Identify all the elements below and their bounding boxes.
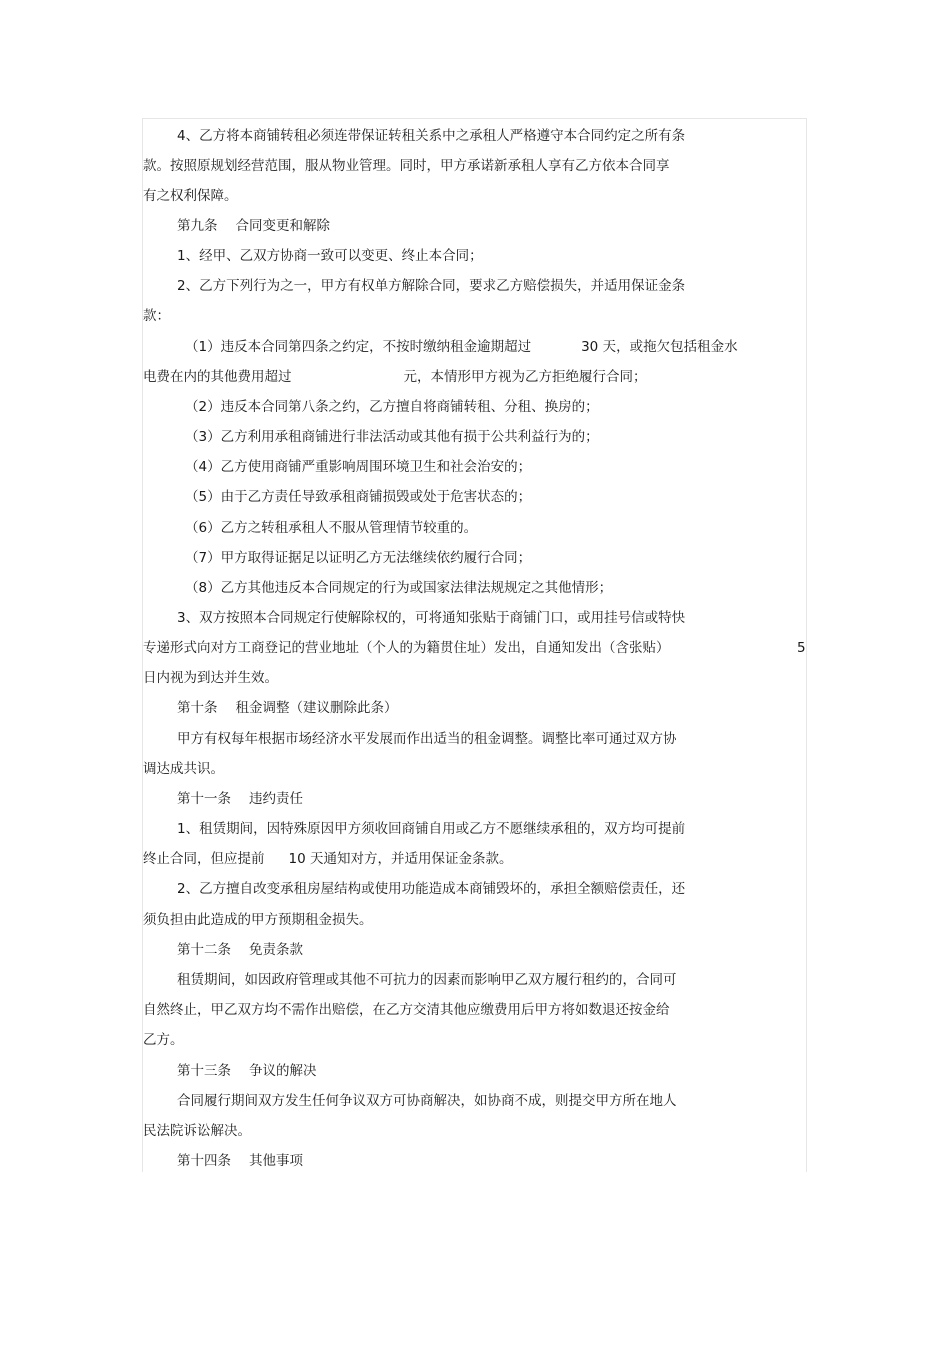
clause-1-line — [143, 368, 647, 386]
paragraph-line: 2、乙方下列行为之一，甲方有权单方解除合同，要求乙方赔偿损失，并适用保证金条 — [177, 278, 686, 294]
paragraph-text: 10 天通知对方，并适用保证金条款。 — [288, 851, 513, 867]
article-title: 其他事项 — [249, 1153, 303, 1169]
article-number: 第十三条 — [177, 1063, 231, 1079]
article-heading-11 — [177, 790, 303, 808]
article-number: 第十四条 — [177, 1153, 231, 1169]
article-heading-14 — [177, 1152, 303, 1170]
clause-text: （1）违反本合同第四条之约定，不按时缴纳租金逾期超过 — [185, 339, 532, 355]
paragraph-line: 自然终止，甲乙双方均不需作出赔偿，在乙方交清其他应缴费用后甲方将如数退还按金给 — [143, 1002, 670, 1018]
paragraph-line: 3、双方按照本合同规定行使解除权的，可将通知张贴于商铺门口，或用挂号信或特快 — [177, 610, 686, 626]
article-title: 租金调整（建议删除此条） — [235, 700, 398, 716]
clause-text: 30 天，或拖欠包括租金水 — [581, 339, 738, 355]
article-heading-12 — [177, 941, 303, 959]
article-heading-13 — [177, 1062, 317, 1080]
clause-text: 电费在内的其他费用超过 — [143, 369, 292, 385]
paragraph-line: 须负担由此造成的甲方预期租金损失。 — [143, 912, 373, 928]
paragraph-line: 1、租赁期间，因特殊原因甲方须收回商铺自用或乙方不愿继续承租的，双方均可提前 — [177, 821, 686, 837]
article-title: 免责条款 — [249, 942, 303, 958]
paragraph-line — [143, 850, 512, 868]
paragraph-line: 4、乙方将本商铺转租必须连带保证转租关系中之承租人严格遵守本合同约定之所有条 — [177, 128, 686, 144]
clause-1-line — [185, 338, 738, 356]
paragraph-line: 2、乙方擅自改变承租房屋结构或使用功能造成本商铺毁坏的，承担全额赔偿责任，还 — [177, 881, 686, 897]
paragraph-line: 合同履行期间双方发生任何争议双方可协商解决，如协商不成，则提交甲方所在地人 — [177, 1093, 677, 1109]
paragraph-line: 款： — [143, 308, 170, 324]
clause-line: （5）由于乙方责任导致承租商铺损毁或处于危害状态的； — [185, 489, 532, 505]
clause-line: （7）甲方取得证据足以证明乙方无法继续依约履行合同； — [185, 550, 532, 566]
clause-line: （8）乙方其他违反本合同规定的行为或国家法律法规规定之其他情形； — [185, 580, 613, 596]
article-heading-10 — [177, 699, 398, 717]
article-heading-9 — [177, 217, 330, 235]
article-number: 第十二条 — [177, 942, 231, 958]
paragraph-line: 专递形式向对方工商登记的营业地址（个人的为籍贯住址）发出，自通知发出（含张贴） — [143, 640, 670, 656]
clause-text: 元，本情形甲方视为乙方拒绝履行合同； — [403, 369, 647, 385]
paragraph-line: 款。按照原规划经营范围，服从物业管理。同时，甲方承诺新承租人享有乙方依本合同享 — [143, 158, 670, 174]
paragraph-line: 甲方有权每年根据市场经济水平发展而作出适当的租金调整。调整比率可通过双方协 — [177, 731, 677, 747]
article-number: 第十一条 — [177, 791, 231, 807]
paragraph-line: 1、经甲、乙双方协商一致可以变更、终止本合同； — [177, 248, 483, 264]
article-title: 违约责任 — [249, 791, 303, 807]
article-number: 第十条 — [177, 700, 218, 716]
paragraph-line: 民法院诉讼解决。 — [143, 1123, 251, 1139]
article-title: 合同变更和解除 — [235, 218, 330, 234]
clause-line: （4）乙方使用商铺严重影响周围环境卫生和社会治安的； — [185, 459, 532, 475]
paragraph-line: 有之权利保障。 — [143, 188, 238, 204]
paragraph-text: 终止合同，但应提前 — [143, 851, 265, 867]
paragraph-line: 日内视为到达并生效。 — [143, 670, 278, 686]
clause-line: （6）乙方之转租承租人不服从管理情节较重的。 — [185, 520, 478, 536]
days-number: 5 — [797, 640, 806, 656]
clause-line: （3）乙方利用承租商铺进行非法活动或其他有损于公共利益行为的； — [185, 429, 599, 445]
paragraph-line: 租赁期间，如因政府管理或其他不可抗力的因素而影响甲乙双方履行租约的，合同可 — [177, 972, 677, 988]
paragraph-line: 调达成共识。 — [143, 761, 224, 777]
article-title: 争议的解决 — [249, 1063, 317, 1079]
paragraph-line: 乙方。 — [143, 1032, 184, 1048]
clause-line: （2）违反本合同第八条之约，乙方擅自将商铺转租、分租、换房的； — [185, 399, 599, 415]
article-number: 第九条 — [177, 218, 218, 234]
